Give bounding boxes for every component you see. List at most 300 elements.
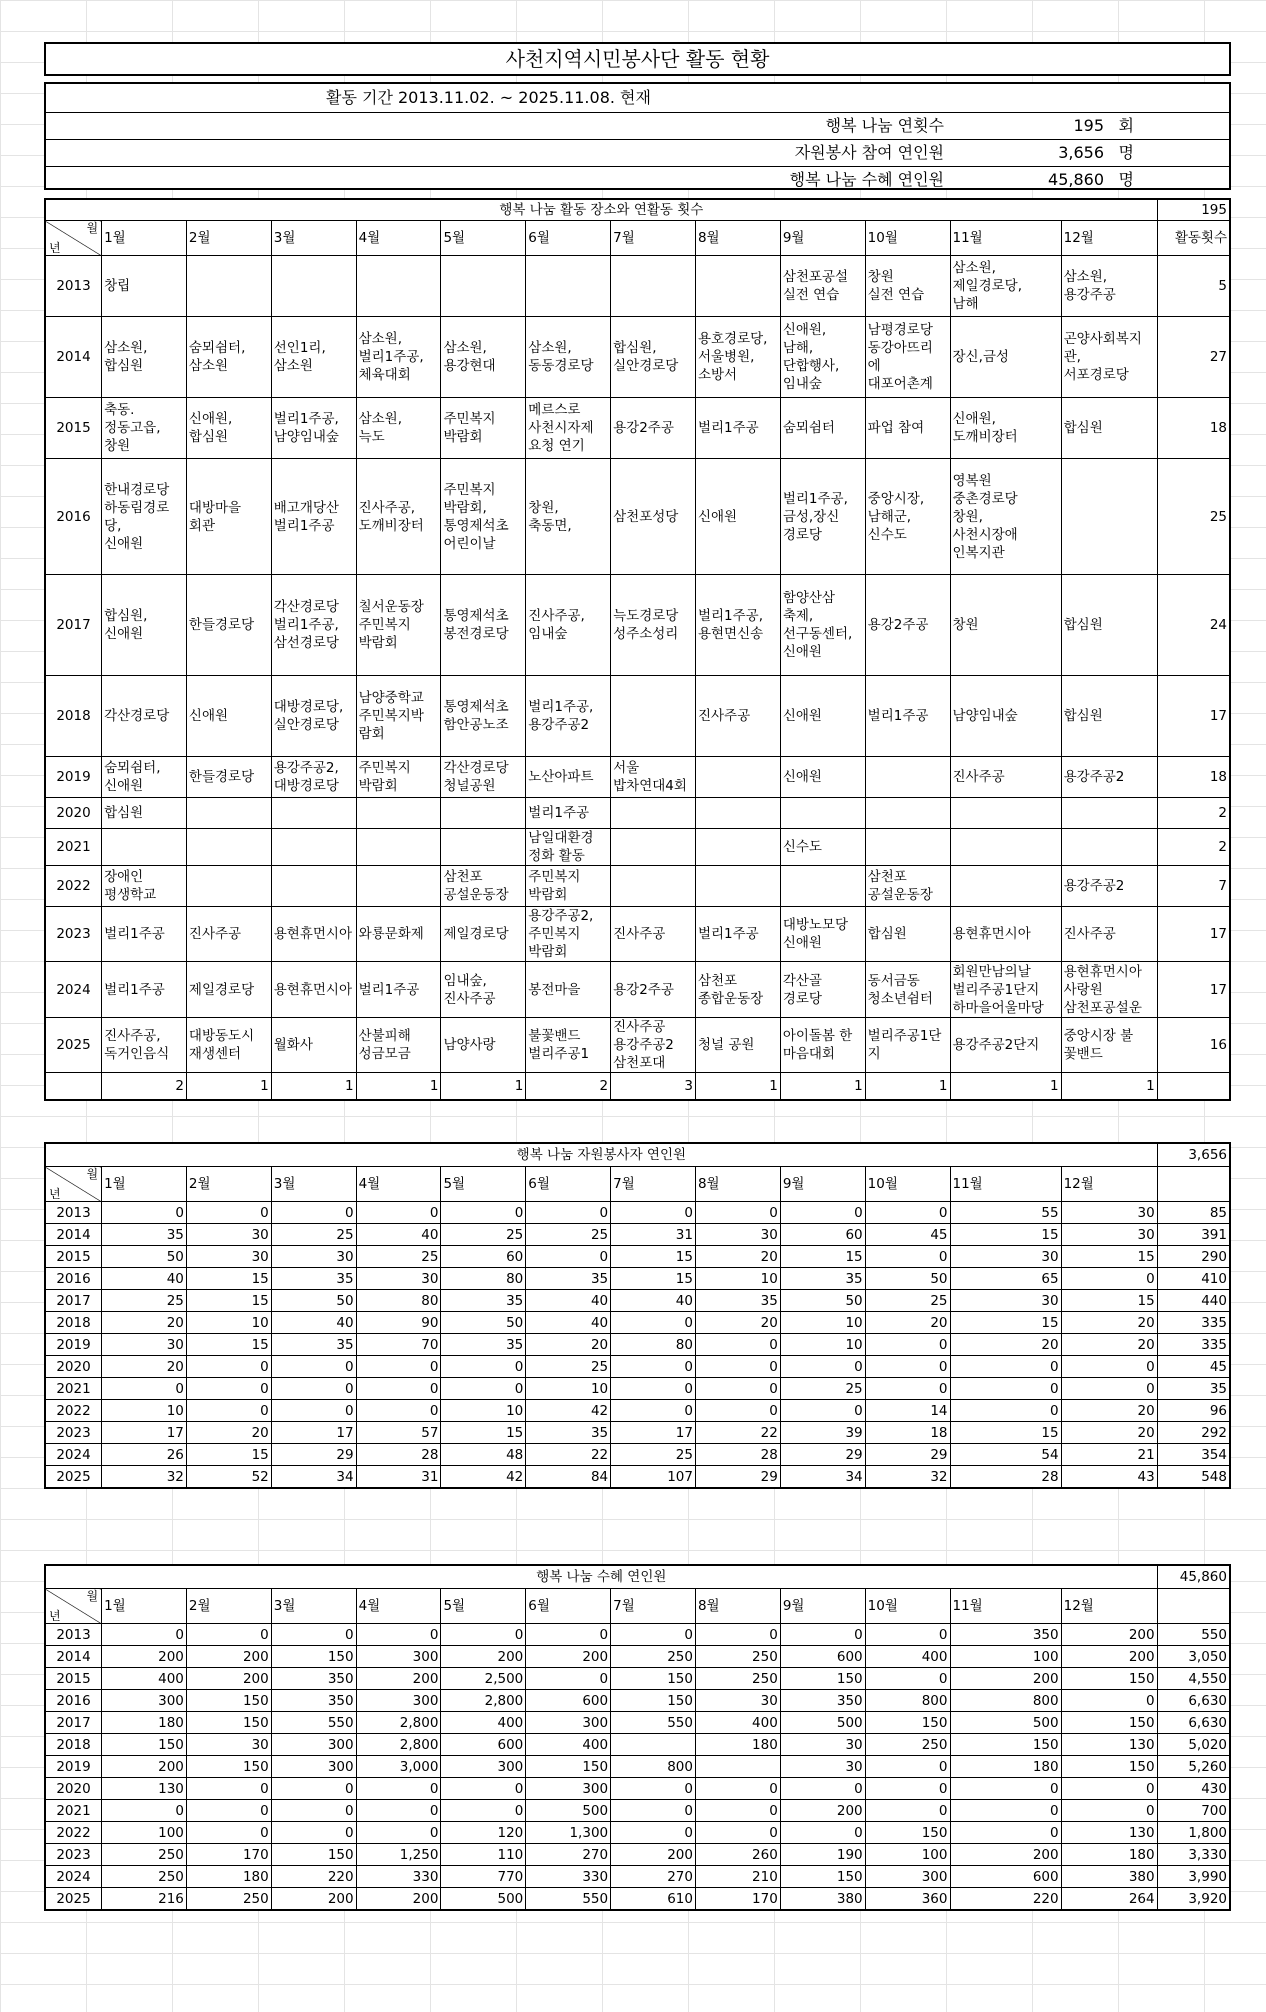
value-cell: 2,800 <box>441 1690 526 1712</box>
month-header: 12월 <box>1061 1167 1157 1202</box>
table-row <box>45 1334 1230 1356</box>
value-cell <box>695 1756 780 1778</box>
value-cell: 0 <box>271 1778 356 1800</box>
activity-cell: 통영제석초 함안공노조 <box>441 676 526 757</box>
activity-cell: 삼소원, 용강현대 <box>441 317 526 398</box>
value-cell: 0 <box>865 1202 950 1224</box>
count-cell: 7 <box>1157 866 1230 907</box>
value-cell: 29 <box>780 1444 865 1466</box>
value-cell: 350 <box>271 1668 356 1690</box>
value-cell: 210 <box>695 1866 780 1888</box>
activity-cell: 창원 실전 연습 <box>865 256 950 317</box>
value-cell: 330 <box>356 1866 441 1888</box>
value-cell: 43 <box>1061 1466 1157 1489</box>
value-cell: 20 <box>526 1334 611 1356</box>
value-cell: 400 <box>102 1668 187 1690</box>
value-cell: 0 <box>865 1378 950 1400</box>
count-cell: 25 <box>1157 459 1230 575</box>
value-cell: 22 <box>526 1444 611 1466</box>
activity-cell: 벌리1주공, 용강주공2 <box>526 676 611 757</box>
value-cell: 0 <box>356 1624 441 1646</box>
activity-cell <box>695 757 780 798</box>
row-total-cell: 5,020 <box>1157 1734 1230 1756</box>
value-cell: 550 <box>271 1712 356 1734</box>
value-cell: 200 <box>271 1888 356 1911</box>
activity-cell: 진사주공, 임내숲 <box>526 575 611 676</box>
value-cell: 20 <box>865 1312 950 1334</box>
value-cell: 35 <box>780 1268 865 1290</box>
row-total-cell: 96 <box>1157 1400 1230 1422</box>
value-cell: 150 <box>950 1734 1061 1756</box>
count-cell: 18 <box>1157 398 1230 459</box>
activity-cell <box>611 676 696 757</box>
activity-cell: 합심원 <box>865 907 950 962</box>
activity-cell <box>950 829 1061 866</box>
year-cell: 2018 <box>45 676 102 757</box>
year-cell: 2025 <box>45 1018 102 1073</box>
month-header: 3월 <box>271 1167 356 1202</box>
row-total-cell: 4,550 <box>1157 1668 1230 1690</box>
corner-month-label: 월 <box>86 1167 99 1181</box>
value-cell: 57 <box>356 1422 441 1444</box>
value-cell: 150 <box>780 1866 865 1888</box>
activity-cell: 신애원 <box>695 459 780 575</box>
row-total-cell: 700 <box>1157 1800 1230 1822</box>
activity-cell <box>695 866 780 907</box>
value-cell: 107 <box>611 1466 696 1489</box>
activity-cell: 주민복지 박람회 <box>356 757 441 798</box>
activity-cell <box>271 256 356 317</box>
month-header: 7월 <box>611 1589 696 1624</box>
value-cell: 300 <box>526 1778 611 1800</box>
value-cell: 0 <box>780 1778 865 1800</box>
value-cell: 0 <box>356 1778 441 1800</box>
activity-cell: 한들경로당 <box>186 757 271 798</box>
value-cell: 40 <box>356 1224 441 1246</box>
value-cell: 150 <box>186 1712 271 1734</box>
value-cell: 20 <box>695 1312 780 1334</box>
value-cell: 25 <box>526 1224 611 1246</box>
table-row <box>45 317 1230 398</box>
value-cell: 15 <box>950 1422 1061 1444</box>
activity-cell: 주민복지 박람회, 통영제석초 어린이날 <box>441 459 526 575</box>
activity-cell <box>356 829 441 866</box>
activity-cell: 벌리1주공 <box>356 962 441 1018</box>
table-row <box>45 459 1230 575</box>
value-cell: 60 <box>441 1246 526 1268</box>
value-cell: 18 <box>865 1422 950 1444</box>
beneficiary-table <box>44 1564 1231 1911</box>
value-cell: 26 <box>102 1444 187 1466</box>
value-cell: 0 <box>695 1778 780 1800</box>
month-count-cell: 1 <box>441 1073 526 1101</box>
table-row <box>45 1668 1230 1690</box>
value-cell: 15 <box>186 1290 271 1312</box>
corner-month-label: 월 <box>86 221 99 235</box>
value-cell: 40 <box>271 1312 356 1334</box>
year-cell: 2014 <box>45 1224 102 1246</box>
activity-cell: 용현휴먼시아 사랑원 삼천포공설운 <box>1061 962 1157 1018</box>
activity-cell <box>865 757 950 798</box>
table-row <box>45 1800 1230 1822</box>
value-cell: 250 <box>611 1646 696 1668</box>
value-cell: 200 <box>441 1646 526 1668</box>
month-header: 5월 <box>441 221 526 256</box>
activity-cell: 제일경로당 <box>441 907 526 962</box>
count-cell: 27 <box>1157 317 1230 398</box>
value-cell: 50 <box>865 1268 950 1290</box>
value-cell: 0 <box>611 1800 696 1822</box>
year-cell: 2015 <box>45 398 102 459</box>
value-cell: 170 <box>186 1844 271 1866</box>
value-cell: 150 <box>1061 1756 1157 1778</box>
month-header: 10월 <box>865 1589 950 1624</box>
value-cell: 52 <box>186 1466 271 1489</box>
activity-cell: 용강주공2단지 <box>950 1018 1061 1073</box>
month-header: 9월 <box>780 1589 865 1624</box>
activity-cell: 삼소원, 합심원 <box>102 317 187 398</box>
year-cell: 2021 <box>45 829 102 866</box>
activity-cell: 합심원, 신애원 <box>102 575 187 676</box>
value-cell: 0 <box>1061 1800 1157 1822</box>
summary-value: 3,656 <box>1058 143 1104 162</box>
value-cell: 0 <box>1061 1356 1157 1378</box>
value-cell: 40 <box>102 1268 187 1290</box>
count-cell: 2 <box>1157 798 1230 829</box>
value-cell: 0 <box>1061 1690 1157 1712</box>
value-cell: 3,000 <box>356 1756 441 1778</box>
activity-cell <box>271 798 356 829</box>
month-count-cell: 1 <box>865 1073 950 1101</box>
value-cell: 80 <box>611 1334 696 1356</box>
activity-cell: 진사주공, 독거인음식 <box>102 1018 187 1073</box>
value-cell: 0 <box>695 1822 780 1844</box>
count-cell: 5 <box>1157 256 1230 317</box>
table-row <box>45 798 1230 829</box>
volunteer-table <box>44 1142 1231 1489</box>
activity-cell: 삼소원, 제일경로당, 남해 <box>950 256 1061 317</box>
activity-cell: 삼천포 공설운동장 <box>441 866 526 907</box>
value-cell: 10 <box>441 1400 526 1422</box>
year-cell: 2017 <box>45 1290 102 1312</box>
row-total-cell: 335 <box>1157 1312 1230 1334</box>
value-cell: 0 <box>271 1378 356 1400</box>
month-header: 4월 <box>356 1589 441 1624</box>
value-cell: 500 <box>950 1712 1061 1734</box>
month-count-cell: 1 <box>1061 1073 1157 1101</box>
activity-cell: 합심원 <box>1061 575 1157 676</box>
value-cell: 400 <box>526 1734 611 1756</box>
count-cell: 17 <box>1157 962 1230 1018</box>
value-cell: 65 <box>950 1268 1061 1290</box>
value-cell: 300 <box>865 1866 950 1888</box>
value-cell: 0 <box>271 1822 356 1844</box>
value-cell: 0 <box>102 1202 187 1224</box>
activity-cell: 한내경로당 하동림경로 당, 신애원 <box>102 459 187 575</box>
activity-cell: 각산경로당 <box>102 676 187 757</box>
summary-box <box>44 82 1231 190</box>
value-cell: 35 <box>271 1334 356 1356</box>
activity-cell: 용현휴먼시아 <box>271 962 356 1018</box>
value-cell: 55 <box>950 1202 1061 1224</box>
table-row <box>45 1822 1230 1844</box>
table-row <box>45 1844 1230 1866</box>
activity-cell: 삼소원, 벌리1주공, 체육대회 <box>356 317 441 398</box>
value-cell: 200 <box>1061 1624 1157 1646</box>
value-cell: 10 <box>102 1400 187 1422</box>
value-cell: 300 <box>356 1690 441 1712</box>
value-cell: 40 <box>526 1312 611 1334</box>
value-cell: 0 <box>441 1778 526 1800</box>
corner-year-label: 년 <box>49 1609 61 1623</box>
year-cell: 2022 <box>45 1400 102 1422</box>
value-cell: 0 <box>865 1334 950 1356</box>
row-total-cell: 292 <box>1157 1422 1230 1444</box>
table-row <box>45 1202 1230 1224</box>
value-cell: 80 <box>356 1290 441 1312</box>
activity-cell: 남일대환경 정화 활동 <box>526 829 611 866</box>
table-row <box>45 1312 1230 1334</box>
activity-cell <box>1061 829 1157 866</box>
activity-cell: 신애원, 남해, 단합행사, 임내숲 <box>780 317 865 398</box>
value-cell: 20 <box>950 1334 1061 1356</box>
value-cell: 70 <box>356 1334 441 1356</box>
count-cell: 2 <box>1157 829 1230 866</box>
value-cell: 150 <box>1061 1668 1157 1690</box>
value-cell: 10 <box>695 1268 780 1290</box>
value-cell: 216 <box>102 1888 187 1911</box>
activity-cell: 제일경로당 <box>186 962 271 1018</box>
value-cell: 50 <box>102 1246 187 1268</box>
value-cell: 2,800 <box>356 1734 441 1756</box>
activity-cell: 파업 참여 <box>865 398 950 459</box>
row-total-cell: 1,800 <box>1157 1822 1230 1844</box>
value-cell: 0 <box>441 1378 526 1400</box>
value-cell: 0 <box>611 1822 696 1844</box>
year-cell: 2020 <box>45 798 102 829</box>
month-header: 7월 <box>611 221 696 256</box>
row-total-cell: 3,990 <box>1157 1866 1230 1888</box>
value-cell: 0 <box>950 1822 1061 1844</box>
activity-cell: 삼소원, 늑도 <box>356 398 441 459</box>
activity-cell: 불꽃밴드 벌리주공1 <box>526 1018 611 1073</box>
year-cell: 2013 <box>45 1624 102 1646</box>
value-cell: 10 <box>780 1312 865 1334</box>
month-header: 11월 <box>950 221 1061 256</box>
year-cell: 2020 <box>45 1778 102 1800</box>
value-cell: 0 <box>356 1800 441 1822</box>
value-cell: 10 <box>526 1378 611 1400</box>
value-cell: 25 <box>271 1224 356 1246</box>
value-cell: 0 <box>611 1624 696 1646</box>
value-cell: 0 <box>950 1378 1061 1400</box>
value-cell: 110 <box>441 1844 526 1866</box>
activity-cell: 신애원, 도깨비장터 <box>950 398 1061 459</box>
activity-cell: 창립 <box>102 256 187 317</box>
activity-cell: 합심원, 실안경로당 <box>611 317 696 398</box>
value-cell: 14 <box>865 1400 950 1422</box>
value-cell: 0 <box>611 1778 696 1800</box>
value-cell: 30 <box>186 1734 271 1756</box>
value-cell: 0 <box>780 1400 865 1422</box>
activity-cell: 메르스로 사천시자제 요청 연기 <box>526 398 611 459</box>
activity-cell <box>271 866 356 907</box>
value-cell: 20 <box>1061 1422 1157 1444</box>
activity-cell: 진사주공 <box>1061 907 1157 962</box>
value-cell: 0 <box>1061 1268 1157 1290</box>
count-cell: 17 <box>1157 907 1230 962</box>
value-cell: 120 <box>441 1822 526 1844</box>
table-row <box>45 1866 1230 1888</box>
activity-cell <box>271 829 356 866</box>
count-cell: 16 <box>1157 1018 1230 1073</box>
value-cell: 150 <box>611 1668 696 1690</box>
value-cell: 40 <box>526 1290 611 1312</box>
activity-cell: 신애원, 합심원 <box>186 398 271 459</box>
value-cell: 30 <box>356 1268 441 1290</box>
value-cell: 30 <box>1061 1224 1157 1246</box>
value-cell: 34 <box>780 1466 865 1489</box>
value-cell: 0 <box>186 1624 271 1646</box>
value-cell: 0 <box>865 1668 950 1690</box>
activity-cell: 칠서운동장 주민복지 박람회 <box>356 575 441 676</box>
value-cell: 0 <box>780 1356 865 1378</box>
year-cell: 2022 <box>45 1822 102 1844</box>
row-total-cell: 5,260 <box>1157 1756 1230 1778</box>
value-cell: 500 <box>526 1800 611 1822</box>
table-row <box>45 907 1230 962</box>
value-cell: 0 <box>865 1246 950 1268</box>
year-cell: 2024 <box>45 962 102 1018</box>
table-row <box>45 1400 1230 1422</box>
month-count-cell: 1 <box>271 1073 356 1101</box>
year-cell: 2023 <box>45 907 102 962</box>
value-cell: 29 <box>271 1444 356 1466</box>
month-header: 1월 <box>102 221 187 256</box>
table-row <box>45 1378 1230 1400</box>
row-total-cell: 3,920 <box>1157 1888 1230 1911</box>
value-cell: 0 <box>186 1202 271 1224</box>
value-cell: 250 <box>865 1734 950 1756</box>
table-row <box>45 1246 1230 1268</box>
value-cell: 150 <box>102 1734 187 1756</box>
value-cell: 350 <box>950 1624 1061 1646</box>
year-cell: 2025 <box>45 1888 102 1911</box>
value-cell: 0 <box>271 1202 356 1224</box>
value-cell: 200 <box>356 1888 441 1911</box>
value-cell: 500 <box>780 1712 865 1734</box>
value-cell: 300 <box>441 1756 526 1778</box>
value-cell: 200 <box>102 1756 187 1778</box>
value-cell: 0 <box>356 1202 441 1224</box>
value-cell: 15 <box>441 1422 526 1444</box>
activity-cell: 봉전마을 <box>526 962 611 1018</box>
activity-cell: 삼소원, 동동경로당 <box>526 317 611 398</box>
activity-cell: 진사주공 <box>186 907 271 962</box>
value-cell: 25 <box>780 1378 865 1400</box>
value-cell: 0 <box>186 1822 271 1844</box>
table-row <box>45 757 1230 798</box>
table-row <box>45 1290 1230 1312</box>
total-header <box>1157 1589 1230 1624</box>
value-cell: 10 <box>186 1312 271 1334</box>
activity-cell <box>356 798 441 829</box>
value-cell: 130 <box>1061 1734 1157 1756</box>
activity-period: 활동 기간 2013.11.02. ~ 2025.11.08. 현재 <box>46 84 1229 113</box>
value-cell: 150 <box>865 1712 950 1734</box>
year-cell: 2014 <box>45 317 102 398</box>
value-cell: 0 <box>611 1312 696 1334</box>
month-header: 2월 <box>186 1167 271 1202</box>
value-cell: 0 <box>780 1624 865 1646</box>
value-cell: 40 <box>611 1290 696 1312</box>
summary-label: 행복 나눔 연횟수 <box>825 116 944 135</box>
value-cell: 0 <box>356 1378 441 1400</box>
activity-cell: 남양임내숲 <box>950 676 1061 757</box>
value-cell: 264 <box>1061 1888 1157 1911</box>
value-cell: 380 <box>1061 1866 1157 1888</box>
value-cell: 200 <box>780 1800 865 1822</box>
activity-cell <box>526 256 611 317</box>
value-cell: 600 <box>950 1866 1061 1888</box>
month-header: 1월 <box>102 1589 187 1624</box>
value-cell: 28 <box>695 1444 780 1466</box>
value-cell: 0 <box>441 1624 526 1646</box>
activity-cell: 와룡문화제 <box>356 907 441 962</box>
value-cell: 42 <box>441 1466 526 1489</box>
summary-value: 45,860 <box>1048 170 1104 189</box>
row-total-cell: 548 <box>1157 1466 1230 1489</box>
value-cell: 30 <box>780 1734 865 1756</box>
value-cell: 0 <box>271 1400 356 1422</box>
value-cell: 20 <box>1061 1312 1157 1334</box>
activity-cell <box>611 798 696 829</box>
activity-cell: 장신,금성 <box>950 317 1061 398</box>
value-cell: 20 <box>102 1356 187 1378</box>
table-title: 행복 나눔 활동 장소와 연활동 횟수 <box>45 199 1157 221</box>
value-cell: 0 <box>611 1400 696 1422</box>
activity-cell: 한들경로당 <box>186 575 271 676</box>
table-row <box>45 676 1230 757</box>
activity-cell <box>356 256 441 317</box>
value-cell: 770 <box>441 1866 526 1888</box>
year-cell: 2017 <box>45 1712 102 1734</box>
value-cell: 15 <box>1061 1290 1157 1312</box>
activity-cell: 동서금동 청소년쉼터 <box>865 962 950 1018</box>
value-cell: 550 <box>611 1712 696 1734</box>
year-cell: 2025 <box>45 1466 102 1489</box>
value-cell: 20 <box>695 1246 780 1268</box>
activity-cell: 대방노모당 신애원 <box>780 907 865 962</box>
year-cell: 2016 <box>45 459 102 575</box>
value-cell: 150 <box>780 1668 865 1690</box>
row-total-cell: 3,050 <box>1157 1646 1230 1668</box>
activity-cell: 진사주공, 도깨비장터 <box>356 459 441 575</box>
month-header: 12월 <box>1061 1589 1157 1624</box>
page-title: 사천지역시민봉사단 활동 현황 <box>44 42 1231 76</box>
table-row <box>45 1444 1230 1466</box>
activity-cell: 삼천포 공설운동장 <box>865 866 950 907</box>
value-cell: 32 <box>865 1466 950 1489</box>
activity-cell: 삼소원, 용강주공 <box>1061 256 1157 317</box>
value-cell: 30 <box>780 1756 865 1778</box>
value-cell: 0 <box>441 1800 526 1822</box>
activity-cell <box>102 829 187 866</box>
value-cell: 2,500 <box>441 1668 526 1690</box>
month-header: 5월 <box>441 1589 526 1624</box>
year-cell: 2024 <box>45 1866 102 1888</box>
value-cell: 220 <box>271 1866 356 1888</box>
